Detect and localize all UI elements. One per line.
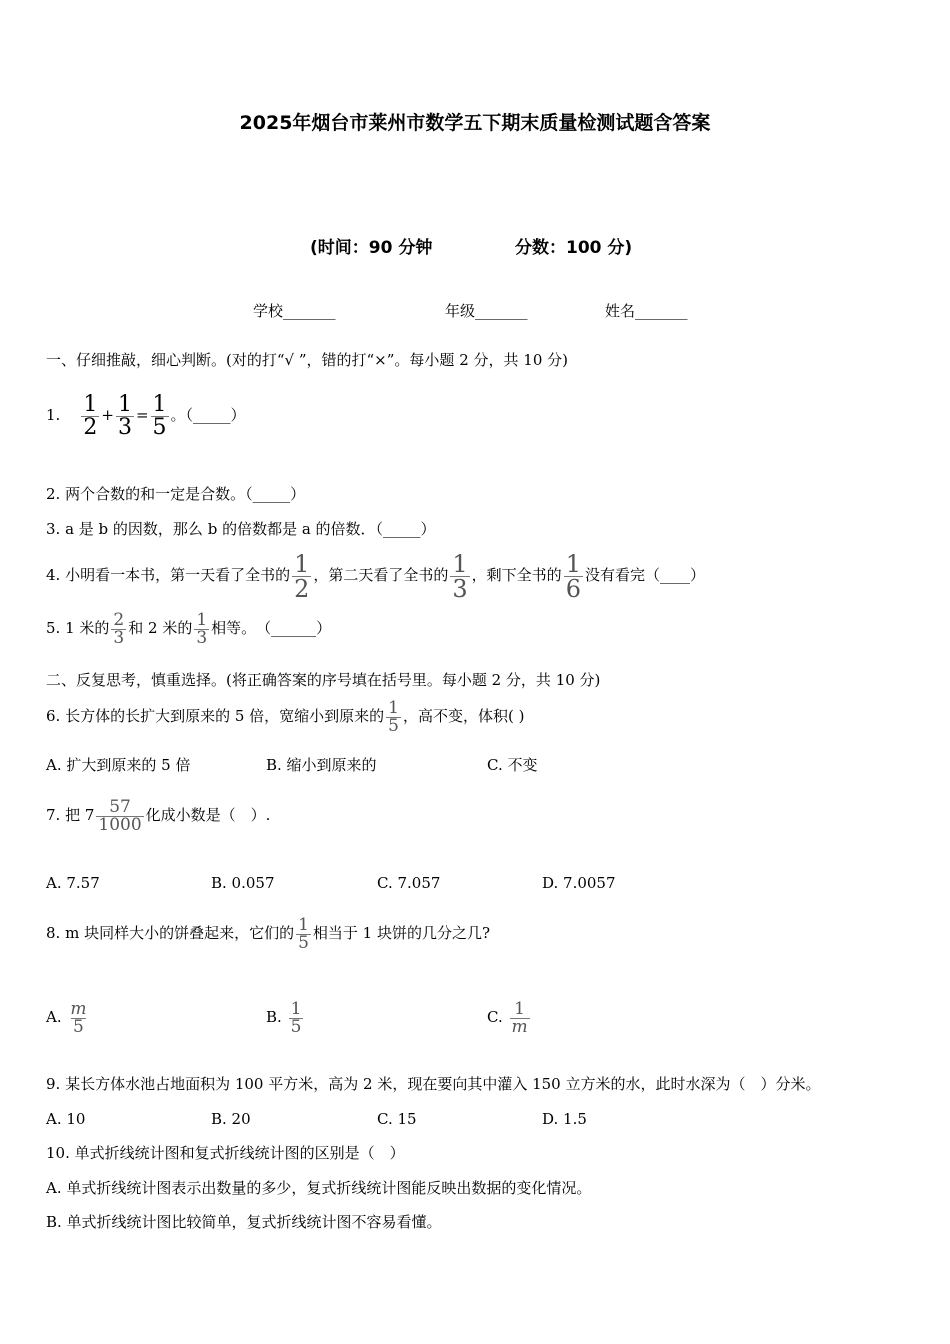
answer-blank[interactable]: 。（_____）	[170, 406, 246, 424]
q6-option-b[interactable]: B. 缩小到原来的	[266, 756, 377, 774]
equals-sign: =	[135, 406, 149, 424]
fraction: $\frac{2}{3}$	[113, 609, 125, 648]
fraction: $\frac{1}{3}$	[117, 391, 132, 440]
q7-option-d[interactable]: D. 7.0057	[542, 874, 616, 892]
question-1	[46, 390, 246, 440]
grade-field[interactable]: 年级_______	[445, 302, 528, 320]
q9-option-a[interactable]: A. 10	[46, 1110, 86, 1128]
q7-option-c[interactable]: C. 7.057	[377, 874, 441, 892]
q7-option-a[interactable]: A. 7.57	[46, 874, 100, 892]
q9-option-d[interactable]: D. 1.5	[542, 1110, 587, 1128]
q8-option-b[interactable]: B. $\frac{1}{5}$	[266, 998, 302, 1037]
q1-number: 1.	[46, 406, 61, 424]
fraction: $\frac{1}{3}$	[196, 609, 208, 648]
question-10: 10. 单式折线统计图和复式折线统计图的区别是（ ）	[46, 1144, 405, 1162]
fraction: $\frac{1}{5}$	[298, 914, 309, 953]
q10-option-b[interactable]: B. 单式折线统计图比较简单，复式折线统计图不容易看懂。	[46, 1213, 442, 1231]
school-field[interactable]: 学校_______	[253, 302, 336, 320]
q6-option-c[interactable]: C. 不变	[487, 756, 538, 774]
fraction: $\frac{1}{5}$	[388, 697, 399, 736]
question-4: 4. 小明看一本书，第一天看了全书的 $\frac{1}{2}$ ，第二天看了全书的 $\frac{1}{3}$ ，剩下全书的 $\frac{1}{6}$ 没有看完（____）	[46, 549, 705, 603]
question-8: 8. m 块同样大小的饼叠起来，它们的 $\frac{1}{5}$ 相当于 1 块饼的几分之几?	[46, 914, 491, 953]
question-3: 3. a 是 b 的因数，那么 b 的倍数都是 a 的倍数．（_____）	[46, 520, 436, 538]
q9-option-c[interactable]: C. 15	[377, 1110, 417, 1128]
fraction: $\frac{57}{1000}$	[98, 796, 142, 835]
q8-option-a[interactable]: A. $\frac{m}{5}$	[46, 998, 87, 1037]
q6-option-a[interactable]: A. 扩大到原来的 5 倍	[46, 756, 191, 774]
question-5: 5. 1 米的 $\frac{2}{3}$ 和 2 米的 $\frac{1}{3}$ 相等。 （______）	[46, 609, 332, 648]
q9-option-b[interactable]: B. 20	[211, 1110, 251, 1128]
fraction: $\frac{1}{5}$	[152, 391, 167, 440]
q10-option-a[interactable]: A. 单式折线统计图表示出数量的多少，复式折线统计图能反映出数据的变化情况。	[46, 1179, 592, 1197]
score-info: 分数：100 分)	[515, 238, 633, 258]
question-9: 9. 某长方体水池占地面积为 100 平方米，高为 2 米，现在要向其中灌入 150 立方米的水，此时水深为（ ）分米。	[46, 1075, 821, 1093]
fraction: $\frac{1}{3}$	[452, 549, 468, 603]
question-2: 2. 两个合数的和一定是合数。（_____）	[46, 485, 306, 503]
fraction: $\frac{1}{2}$	[294, 549, 310, 603]
fraction: $\frac{1}{2}$	[83, 391, 98, 440]
fraction: $\frac{1}{6}$	[565, 549, 581, 603]
plus-sign: +	[101, 406, 114, 424]
page-title: 2025年烟台市莱州市数学五下期末质量检测试题含答案	[239, 112, 711, 134]
section-1-heading: 一、仔细推敲，细心判断。(对的打“√ ”，错的打“×”。每小题 2 分，共 10 分)	[46, 351, 568, 369]
q8-option-c[interactable]: C. $\frac{1}{m}$	[487, 998, 528, 1037]
time-info: (时间：90 分钟	[310, 238, 433, 258]
question-7: 7. 把 7 $\frac{57}{1000}$ 化成小数是（ ）.	[46, 796, 271, 835]
name-field[interactable]: 姓名_______	[605, 302, 688, 320]
question-6: 6. 长方体的长扩大到原来的 5 倍，宽缩小到原来的 $\frac{1}{5}$ ，高不变，体积( )	[46, 697, 525, 736]
q7-option-b[interactable]: B. 0.057	[211, 874, 275, 892]
section-2-heading: 二、反复思考，慎重选择。(将正确答案的序号填在括号里。每小题 2 分，共 10 分)	[46, 671, 601, 689]
